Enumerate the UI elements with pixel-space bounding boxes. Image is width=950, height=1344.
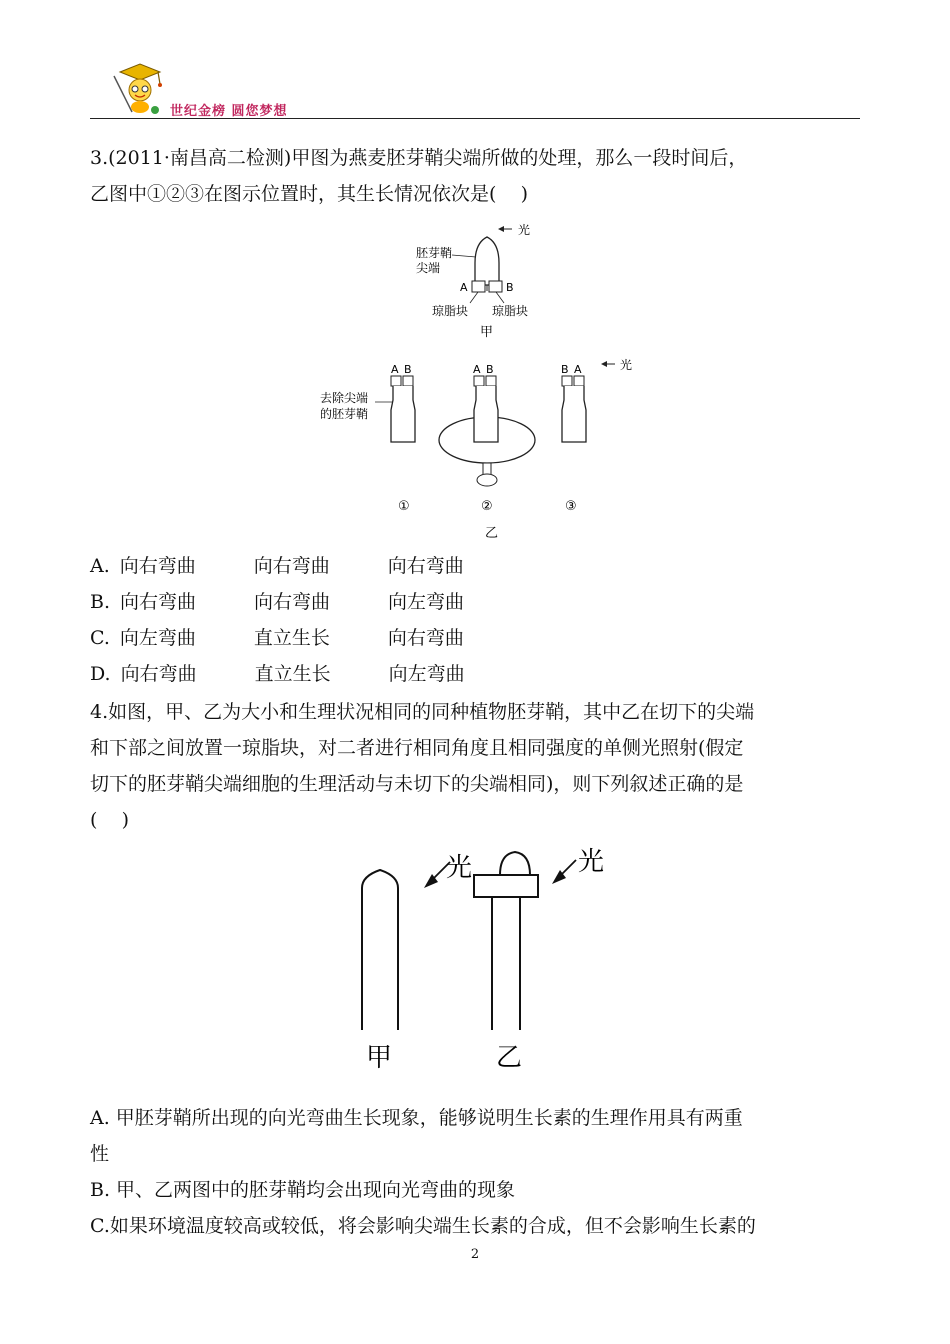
q3-yi-s2-a: A (473, 363, 481, 376)
q3-jia-agar-right: 琼脂块 (492, 304, 529, 318)
option-key: C. (90, 627, 110, 649)
q4-option-b: B. 甲、乙两图中的胚芽鞘均会出现向光弯曲的现象 (90, 1179, 516, 1201)
q3-yi-num-2: ② (481, 499, 493, 514)
q4-label-jia: 甲 (366, 1043, 393, 1073)
q3-yi-light-label: 光 (620, 358, 633, 372)
q3-yi-s1-b: B (404, 363, 412, 376)
q3-option-b (90, 590, 464, 614)
q3-stem-line2: 乙图中①②③在图示位置时，其生长情况依次是( ) (90, 183, 528, 205)
header-divider (90, 118, 860, 119)
q3-yi-s2-b: B (486, 363, 494, 376)
q3-figure-yi (315, 350, 655, 545)
option-col-2: 向右弯曲 (254, 591, 331, 613)
option-col-1: 向右弯曲 (120, 663, 197, 685)
q4-stem-line4: ( ) (90, 809, 129, 831)
graduate-mascot-icon (100, 62, 170, 118)
option-col-3: 向右弯曲 (387, 627, 464, 649)
option-col-1: 向右弯曲 (120, 591, 197, 613)
q4-option-a-line2: 性 (90, 1143, 110, 1165)
q3-option-a (90, 554, 464, 578)
q4-stem-line2: 和下部之间放置一琼脂块，对二者进行相同角度且相同强度的单侧光照射(假定 (90, 737, 744, 759)
q3-jia-caption: 甲 (480, 325, 494, 340)
option-col-1: 向左弯曲 (119, 627, 196, 649)
q3-jia-agar-left: 琼脂块 (432, 304, 469, 318)
q3-jia-block-b: B (506, 281, 514, 294)
option-col-3: 向右弯曲 (387, 555, 464, 577)
q4-light-right-label: 光 (578, 847, 605, 877)
q3-yi-s3-a: A (574, 363, 582, 376)
q4-figure (340, 840, 640, 1080)
option-col-2: 向右弯曲 (253, 555, 330, 577)
q3-yi-s3-b: B (561, 363, 569, 376)
q3-jia-tip-label-2: 尖端 (416, 261, 441, 275)
option-key: B. (90, 591, 111, 613)
q3-jia-light-label: 光 (518, 223, 531, 237)
q3-yi-num-3: ③ (565, 499, 577, 514)
q3-jia-tip-label-1: 胚芽鞘 (416, 246, 453, 260)
q3-yi-decap-label-1: 去除尖端 (320, 391, 369, 405)
option-col-2: 直立生长 (253, 627, 330, 649)
option-col-2: 直立生长 (254, 663, 331, 685)
q3-jia-block-a: A (460, 281, 468, 294)
page-header (90, 62, 860, 120)
option-col-3: 向左弯曲 (388, 663, 465, 685)
q4-option-c: C.如果环境温度较高或较低，将会影响尖端生长素的合成，但不会影响生长素的 (90, 1215, 756, 1237)
q3-figure-jia (400, 215, 560, 345)
q4-label-yi: 乙 (496, 1043, 523, 1073)
option-key: D. (90, 663, 111, 685)
q4-light-left-label: 光 (446, 853, 473, 883)
page-number: 2 (470, 1247, 480, 1262)
q3-yi-caption: 乙 (485, 526, 499, 541)
q4-stem-line3: 切下的胚芽鞘尖端细胞的生理活动与未切下的尖端相同)，则下列叙述正确的是 (90, 773, 744, 795)
q4-option-a-line1: A. 甲胚芽鞘所出现的向光弯曲生长现象，能够说明生长素的生理作用具有两重 (90, 1107, 743, 1129)
option-col-3: 向左弯曲 (388, 591, 465, 613)
q3-yi-s1-a: A (391, 363, 399, 376)
header-slogan: 世纪金榜 圆您梦想 (170, 104, 288, 119)
option-key: A. (90, 555, 110, 577)
q3-option-c (90, 626, 464, 650)
q3-option-d (90, 662, 465, 686)
q3-yi-num-1: ① (398, 499, 410, 514)
option-col-1: 向右弯曲 (119, 555, 196, 577)
q4-stem-line1: 4.如图，甲、乙为大小和生理状况相同的同种植物胚芽鞘，其中乙在切下的尖端 (90, 701, 755, 723)
q3-stem-line1: 3.(2011·南昌高二检测)甲图为燕麦胚芽鞘尖端所做的处理，那么一段时间后， (90, 147, 748, 169)
q3-yi-decap-label-2: 的胚芽鞘 (320, 407, 369, 421)
